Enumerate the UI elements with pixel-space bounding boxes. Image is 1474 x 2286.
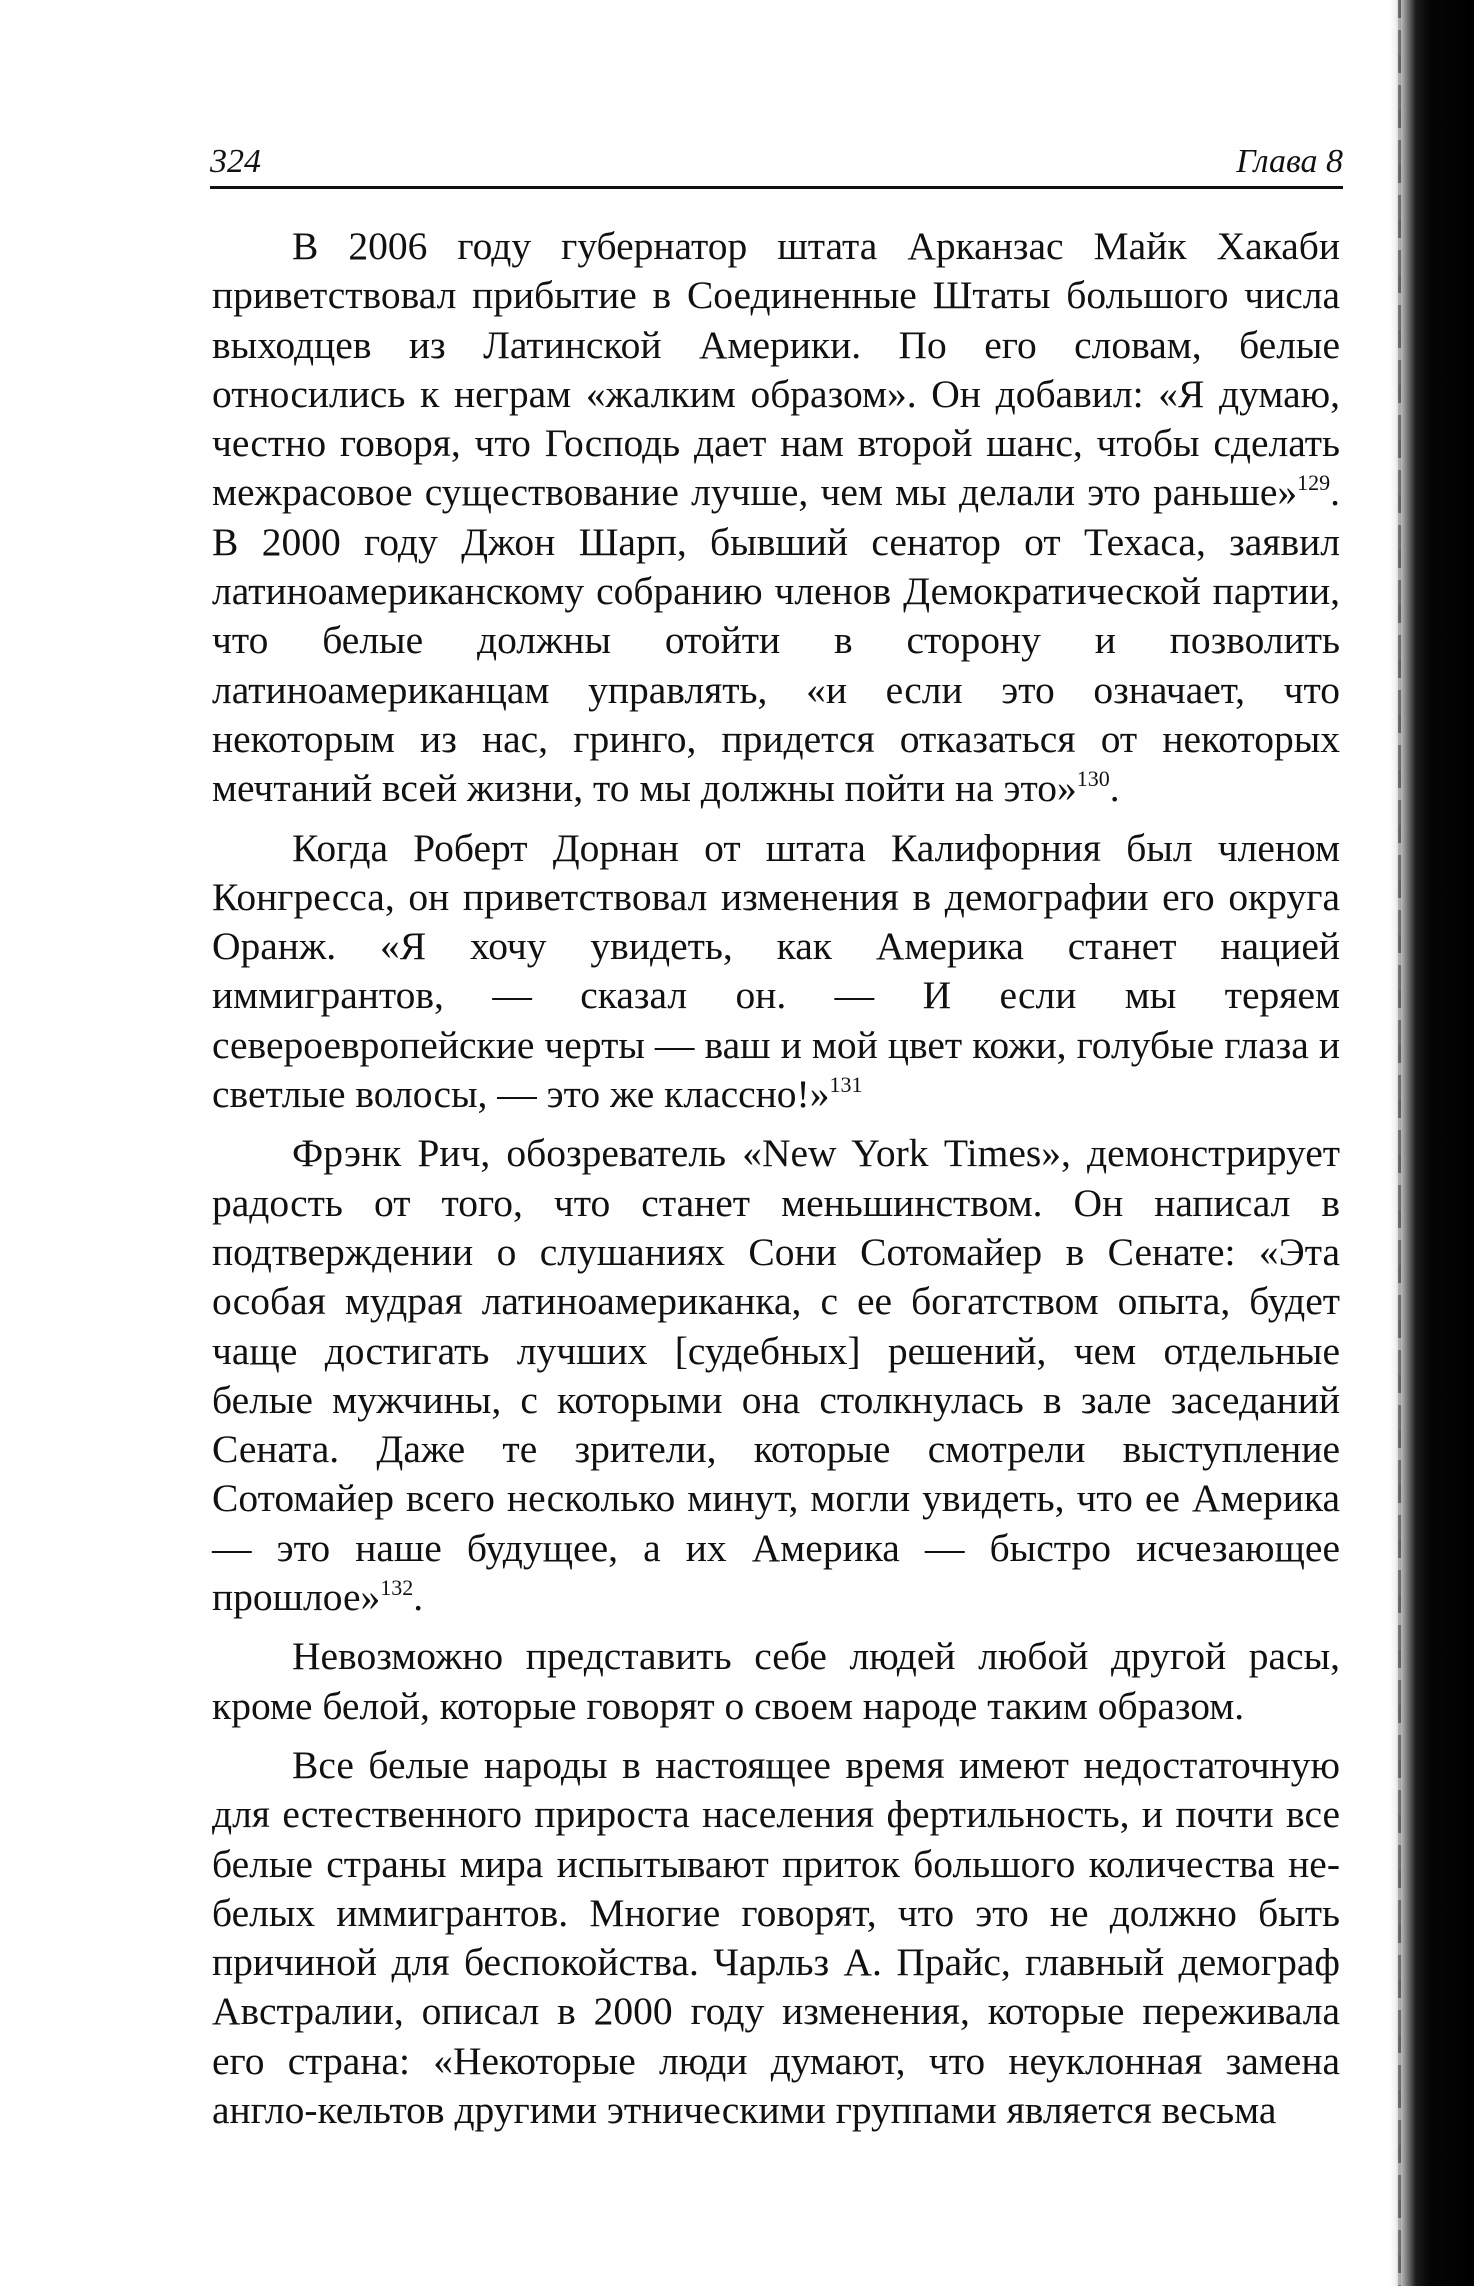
paragraph-text: Фрэнк Рич, обозреватель «New York Times», демонстрирует радость от того, что станет меньшинством. Он написал в подтверждении о слушаниях Сони Сотомайер в Сенате: «Эта особая мудрая латиноамериканка, с ее богатством опыта, будет чаще достигать лучших [судебных] решений, чем отдельные белые мужчины, с которыми она столкнулась в зале заседаний Сената. Даже те зрители, которые смотрели выступление Сотомайер всего несколько минут, могли увидеть, что ее Америка — это наше будущее, а их Америка — быстро исчезающее прошлое» — [212, 1131, 1340, 1620]
running-header — [210, 138, 1343, 186]
footnote-marker: 130 — [1076, 766, 1110, 792]
footnote-marker: 129 — [1297, 470, 1331, 496]
paragraph — [212, 1741, 1340, 2135]
footnote-marker: 132 — [380, 1575, 414, 1601]
paragraph — [212, 222, 1340, 814]
paragraph — [212, 824, 1340, 1120]
paragraph-text: Когда Роберт Дорнан от штата Калифорния был членом Конгресса, он приветствовал изменения в демографии его округа Оранж. «Я хочу увидеть, как Америка станет нацией иммигрантов, — сказал он. — И если мы теряем североевропейские черты — ваш и мой цвет кожи, голубые глаза и светлые волосы, — это же классно!» — [212, 825, 1340, 1117]
footnote-marker: 131 — [829, 1072, 863, 1098]
chapter-title: Глава 8 — [1236, 143, 1343, 180]
paragraph — [212, 1632, 1340, 1731]
header-rule — [210, 186, 1343, 189]
page-number: 324 — [210, 143, 261, 180]
paragraph — [212, 1129, 1340, 1622]
scan-binding-shadow — [1390, 0, 1474, 2286]
paragraph-text: . — [413, 1575, 424, 1620]
paragraph-text: Невозможно представить себе людей любой другой расы, кроме белой, которые говорят о своем народе таким образом. — [212, 1634, 1340, 1728]
paragraph-text: Все белые народы в настоящее время имеют недостаточную для естественного прироста населения фертильность, и почти все белые страны мира испытывают приток большого количества не-белых иммигрантов. Многие говорят, что это не должно быть причиной для беспокойства. Чарльз А. Прайс, главный демограф Австралии, описал в 2000 году изменения, которые переживала его страна: «Некоторые люди думают, что неуклонная замена англо-кельтов другими этническими группами является весьма — [212, 1742, 1340, 2132]
paragraph-text: . В 2000 году Джон Шарп, бывший сенатор от Техаса, заявил латиноамериканскому собранию членов Демократической партии, что белые должны отойти в сторону и позволить латиноамериканцам управлять, «и если это означает, что некоторым из нас, гринго, придется отказаться от некоторых мечтаний всей жизни, то мы должны пойти на это» — [212, 470, 1340, 811]
body-text — [212, 222, 1340, 2145]
paragraph-text: . — [1109, 766, 1120, 811]
paragraph-text: В 2006 году губернатор штата Арканзас Майк Хакаби приветствовал прибытие в Соединенные Штаты большого числа выходцев из Латинской Америки. По его словам, белые относились к неграм «жалким образом». Он добавил: «Я думаю, честно говоря, что Господь дает нам второй шанс, чтобы сделать межрасовое существование лучше, чем мы делали это раньше» — [212, 224, 1340, 515]
